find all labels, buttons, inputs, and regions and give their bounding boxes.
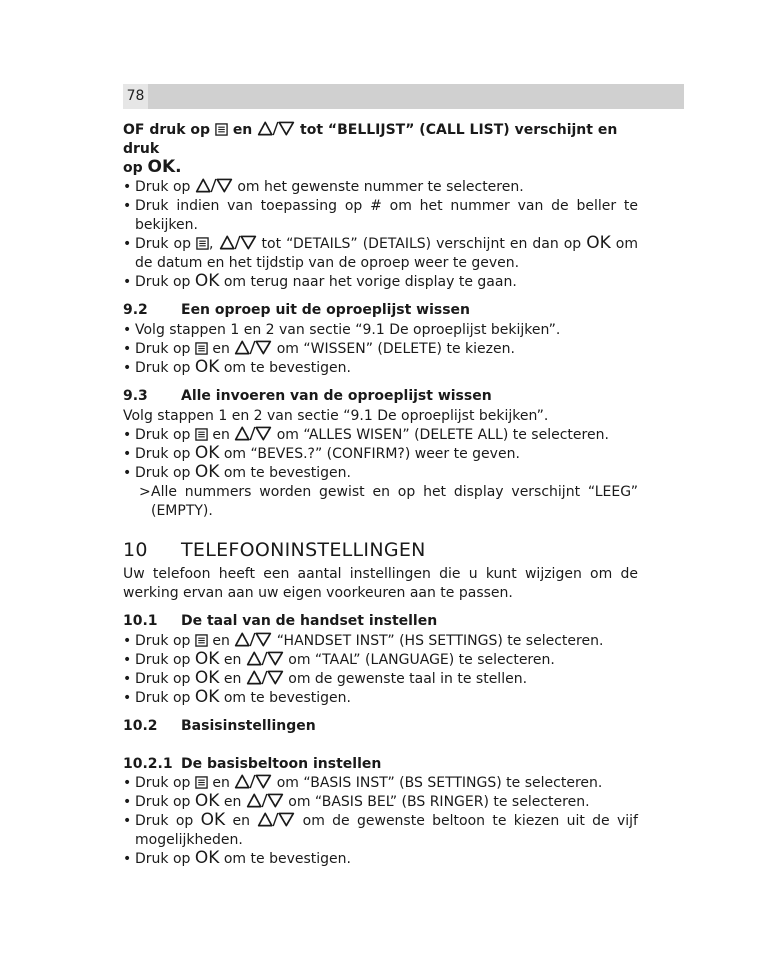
section-intro: Volg stappen 1 en 2 van sectie “9.1 De oproeplijst bekijken”. (123, 408, 549, 424)
section-heading-10-2-1: 10.2.1 De basisbeltoon instellen (123, 756, 382, 772)
list-item: • Druk op om het gewenste nummer te selecteren. (123, 179, 524, 195)
up-down-arrow-icon (234, 340, 272, 355)
up-down-arrow-icon (257, 121, 295, 136)
ok-key-icon: OK (194, 848, 220, 868)
up-down-arrow-icon (257, 812, 295, 827)
ok-key-icon: OK (194, 791, 220, 811)
menu-icon (215, 123, 228, 136)
list-item: • Druk op en “HANDSET INST” (HS SETTINGS) te selecteren. (123, 633, 604, 649)
menu-icon (196, 237, 209, 250)
ok-key-icon: OK (194, 357, 220, 377)
ok-key-icon: OK (200, 810, 226, 830)
page-header-bar (123, 84, 684, 109)
list-item: • Druk op OK om te bevestigen. (123, 357, 351, 377)
menu-icon (195, 428, 208, 441)
ok-key-icon: OK. (147, 157, 182, 177)
up-down-arrow-icon (219, 235, 257, 250)
menu-icon (195, 634, 208, 647)
up-down-arrow-icon (234, 632, 272, 647)
list-item: • Druk op OK om terug naar het vorige display te gaan. (123, 271, 517, 291)
list-item: • Druk op en om “ALLES WISEN” (DELETE ALL) te selecteren. (123, 427, 609, 443)
list-item: • Druk op OK en om de gewenste beltoon te kiezen uit de vijf mogelijkheden. (123, 810, 638, 848)
section-heading-9-2: 9.2 Een oproep uit de oproeplijst wissen (123, 302, 471, 318)
list-item: • Volg stappen 1 en 2 van sectie “9.1 De oproeplijst bekijken”. (123, 322, 561, 338)
up-down-arrow-icon (234, 426, 272, 441)
page-content (123, 121, 638, 869)
up-down-arrow-icon (195, 178, 233, 193)
chapter-intro: Uw telefoon heeft een aantal instellingen die u kunt wijzigen om de werking ervan aan uw eigen voorkeuren aan te passen. (123, 566, 638, 601)
menu-icon (195, 776, 208, 789)
up-down-arrow-icon (234, 774, 272, 789)
list-item: • Druk op OK en om de gewenste taal in te stellen. (123, 668, 528, 688)
instruction-call-list: OF druk op en tot “BELLIJST” (CALL LIST) verschijnt en druk op OK. (123, 122, 618, 177)
ok-key-icon: OK (194, 649, 220, 669)
section-heading-9-3: 9.3 Alle invoeren van de oproeplijst wissen (123, 388, 492, 404)
result-item: > Alle nummers worden gewist en op het display verschijnt “LEEG” (EMPTY). (139, 484, 638, 519)
section-heading-10-1: 10.1 De taal van de handset instellen (123, 613, 438, 629)
list-item: • Druk op OK om te bevestigen. (123, 687, 351, 707)
menu-icon (195, 342, 208, 355)
list-item: • Druk op OK om “BEVES.?” (CONFIRM?) weer te geven. (123, 443, 520, 463)
up-down-arrow-icon (246, 793, 284, 808)
list-item: • Druk op OK en om “BASIS BEL” (BS RINGER) te selecteren. (123, 791, 590, 811)
list-item: • Druk op , tot “DETAILS” (DETAILS) verschijnt en dan op OK om de datum en het tijdstip van de oproep weer te geven. (123, 233, 638, 271)
ok-key-icon: OK (194, 462, 220, 482)
list-item: • Druk op OK om te bevestigen. (123, 462, 351, 482)
ok-key-icon: OK (194, 668, 220, 688)
list-item: • Druk op OK en om “TAAL” (LANGUAGE) te selecteren. (123, 649, 555, 669)
chapter-heading-10: 10 TELEFOONINSTELLINGEN (123, 539, 426, 561)
page-number: 78 (123, 84, 148, 109)
ok-key-icon: OK (194, 687, 220, 707)
list-item: • Druk indien van toepassing op # om het nummer van de beller te bekijken. (123, 198, 638, 233)
ok-key-icon: OK (586, 233, 611, 253)
list-item: • Druk op OK om te bevestigen. (123, 848, 351, 868)
up-down-arrow-icon (246, 670, 284, 685)
up-down-arrow-icon (246, 651, 284, 666)
list-item: • Druk op en om “WISSEN” (DELETE) te kiezen. (123, 341, 515, 357)
section-heading-10-2: 10.2 Basisinstellingen (123, 718, 316, 734)
ok-key-icon: OK (194, 443, 220, 463)
list-item: • Druk op en om “BASIS INST” (BS SETTINGS) te selecteren. (123, 775, 603, 791)
ok-key-icon: OK (194, 271, 220, 291)
